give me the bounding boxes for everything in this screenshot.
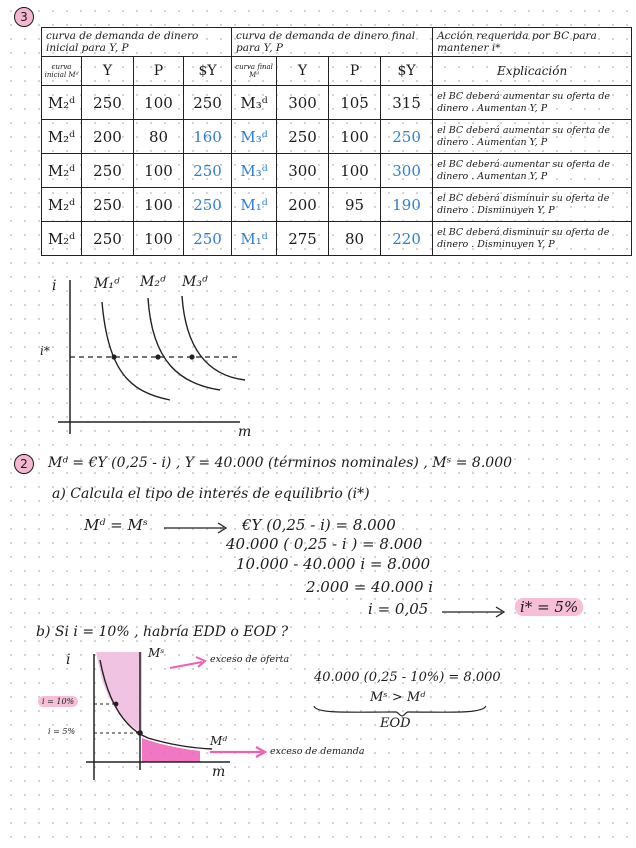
- arrow-excess-supply: [170, 662, 202, 668]
- curve-m3: [182, 296, 245, 380]
- work-result: EOD: [380, 716, 411, 731]
- cell-p: 100: [134, 188, 184, 222]
- cell-initial-curve: M₂ᵈ: [42, 86, 82, 120]
- header-initial-curve: curva de demanda de dinero inicial para Y, P: [42, 28, 232, 57]
- work-line-1: 40.000 (0,25 - 10%) = 8.000: [314, 670, 501, 685]
- cell-explanation: el BC deberá aumentar su oferta de dinero . Aumentan Y, P: [433, 154, 632, 188]
- cell-p2: 100: [329, 120, 381, 154]
- point-m3: [189, 354, 194, 359]
- cell-initial-curve: M₂ᵈ: [42, 188, 82, 222]
- subheader-py2: $Y: [381, 57, 433, 86]
- i10-label: i = 10%: [38, 696, 78, 707]
- graph2-x-label: m: [212, 764, 226, 780]
- cell-final-curve: M₃ᵈ: [232, 154, 277, 188]
- graph1-y-label: i: [52, 278, 57, 294]
- cell-y2: 275: [277, 222, 329, 256]
- curve-label-m1: M₁ᵈ: [94, 276, 120, 292]
- cell-p: 100: [134, 154, 184, 188]
- subheader-explanation: Explicación: [433, 57, 632, 86]
- cell-py: 250: [184, 154, 232, 188]
- cell-py: 250: [184, 86, 232, 120]
- cell-py2: 315: [381, 86, 433, 120]
- graph2-y-label: i: [66, 652, 71, 668]
- cell-explanation: el BC deberá aumentar su oferta de dinero . Aumentan Y, P: [433, 86, 632, 120]
- cell-explanation: el BC deberá aumentar su oferta de dinero . Aumentan Y, P: [433, 120, 632, 154]
- table-row: [42, 120, 632, 154]
- cell-p2: 105: [329, 86, 381, 120]
- subheader-p: P: [134, 57, 184, 86]
- subheader-initial-curve: curva inicial Mᵈ: [42, 57, 82, 86]
- cell-explanation: el BC deberá disminuir su oferta de dinero . Disminuyen Y, P: [433, 188, 632, 222]
- graph1-istar-label: i*: [40, 344, 50, 358]
- cell-p2: 95: [329, 188, 381, 222]
- table-row: [42, 188, 632, 222]
- part-b-question: b) Si i = 10% , habría EDD o EOD ?: [36, 624, 289, 640]
- equation-step-5: i = 0,05: [368, 600, 429, 618]
- cell-p: 80: [134, 120, 184, 154]
- equation-step-1: €Y (0,25 - i) = 8.000: [242, 516, 396, 534]
- section-3-number: 3: [14, 7, 34, 27]
- excess-supply-area: [96, 652, 142, 732]
- point-m2: [155, 354, 160, 359]
- md-label: Mᵈ: [210, 734, 228, 748]
- cell-py2: 300: [381, 154, 433, 188]
- arrow-icon: [440, 605, 512, 619]
- arrow-icon: [162, 521, 232, 535]
- cell-y: 250: [82, 86, 134, 120]
- point-equilibrium: [137, 730, 143, 736]
- excess-demand-label: exceso de demanda: [270, 746, 365, 757]
- subheader-p2: P: [329, 57, 381, 86]
- cell-y: 250: [82, 222, 134, 256]
- cell-y2: 250: [277, 120, 329, 154]
- i5-label: i = 5%: [48, 727, 76, 736]
- cell-py2: 250: [381, 120, 433, 154]
- cell-py2: 190: [381, 188, 433, 222]
- cell-initial-curve: M₂ᵈ: [42, 154, 82, 188]
- table-row: [42, 222, 632, 256]
- part-a-question: a) Calcula el tipo de interés de equilibrio (i*): [52, 486, 370, 502]
- cell-p: 100: [134, 86, 184, 120]
- curve-label-m3: M₃ᵈ: [182, 274, 208, 290]
- equation-step-2: 40.000 ( 0,25 - i ) = 8.000: [226, 535, 423, 553]
- equation-step-3: 10.000 - 40.000 i = 8.000: [236, 555, 431, 573]
- answer-wrap: [515, 598, 583, 616]
- cell-y2: 300: [277, 154, 329, 188]
- subheader-final-curve: curva final Mᵈ: [232, 57, 277, 86]
- cell-explanation: el BC deberá disminuir su oferta de dinero . Disminuyen Y, P: [433, 222, 632, 256]
- cell-final-curve: M₁ᵈ: [232, 188, 277, 222]
- i10-wrap: [38, 697, 78, 706]
- table-row: [42, 154, 632, 188]
- header-action: Acción requerida por BC para mantener i*: [433, 28, 632, 57]
- cell-p2: 80: [329, 222, 381, 256]
- cell-final-curve: M₁ᵈ: [232, 222, 277, 256]
- subheader-y: Y: [82, 57, 134, 86]
- cell-y: 250: [82, 188, 134, 222]
- header-final-curve: curva de demanda de dinero final para Y, P: [232, 28, 433, 57]
- section-2-number: 2: [14, 454, 34, 474]
- money-demand-table: [41, 27, 632, 256]
- cell-py2: 220: [381, 222, 433, 256]
- point-m1: [111, 354, 116, 359]
- curve-label-m2: M₂ᵈ: [140, 274, 166, 290]
- work-line-2: Mˢ > Mᵈ: [370, 690, 426, 705]
- subheader-py: $Y: [184, 57, 232, 86]
- cell-y2: 300: [277, 86, 329, 120]
- cell-y: 200: [82, 120, 134, 154]
- excess-supply-label: exceso de oferta: [210, 654, 290, 665]
- cell-y2: 200: [277, 188, 329, 222]
- cell-final-curve: M₃ᵈ: [232, 120, 277, 154]
- cell-initial-curve: M₂ᵈ: [42, 222, 82, 256]
- cell-py: 160: [184, 120, 232, 154]
- cell-py: 250: [184, 188, 232, 222]
- cell-p2: 100: [329, 154, 381, 188]
- cell-py: 250: [184, 222, 232, 256]
- excess-demand-area: [142, 738, 200, 762]
- ms-label: Mˢ: [148, 646, 165, 660]
- point-i10: [114, 702, 119, 707]
- cell-initial-curve: M₂ᵈ: [42, 120, 82, 154]
- curve-m1: [102, 302, 170, 400]
- subheader-y2: Y: [277, 57, 329, 86]
- answer-highlight: i* = 5%: [515, 598, 583, 616]
- equilibrium-condition: Mᵈ = Mˢ: [84, 516, 148, 534]
- equation-step-4: 2.000 = 40.000 i: [306, 578, 434, 596]
- cell-y: 250: [82, 154, 134, 188]
- graph1-x-label: m: [238, 424, 252, 440]
- problem-statement: Mᵈ = €Y (0,25 - i) , Y = 40.000 (términos nominales) , Mˢ = 8.000: [48, 455, 513, 471]
- cell-final-curve: M₃ᵈ: [232, 86, 277, 120]
- table-row: [42, 86, 632, 120]
- cell-p: 100: [134, 222, 184, 256]
